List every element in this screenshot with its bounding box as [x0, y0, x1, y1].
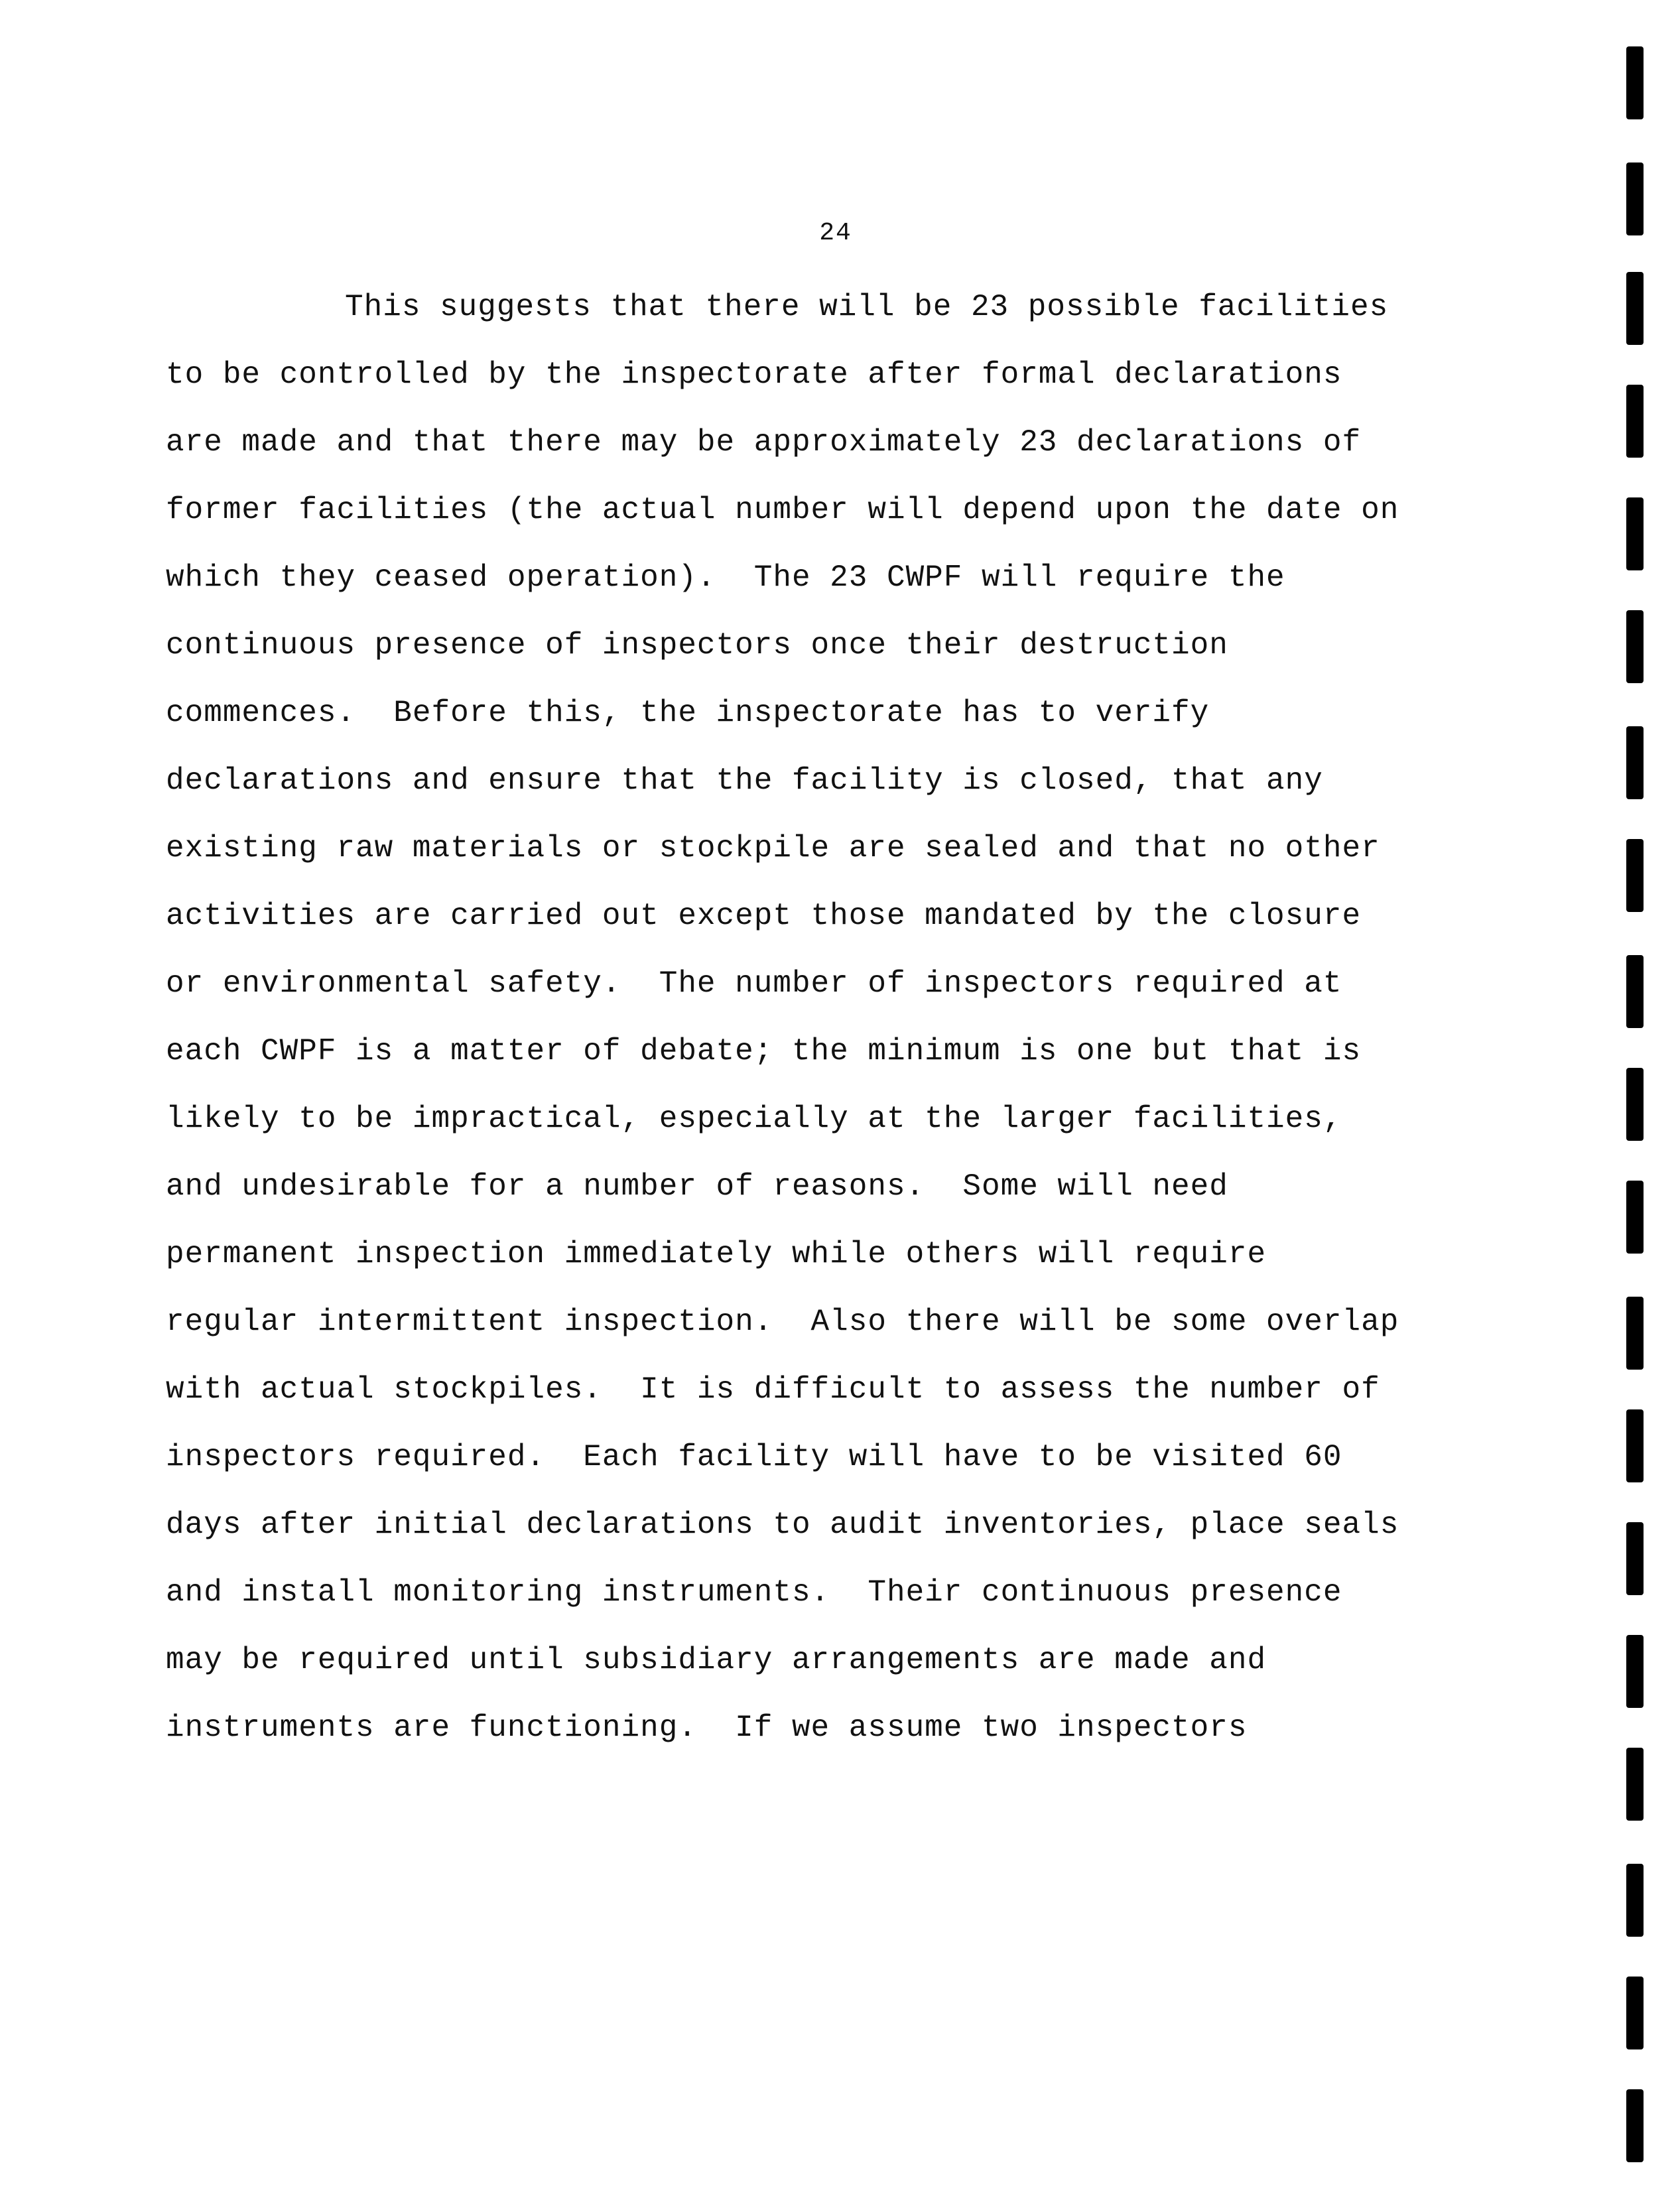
- text-line: commences. Before this, the inspectorate has to verify: [166, 696, 1210, 730]
- body-paragraph: [166, 273, 1492, 1762]
- edge-mark: [1626, 46, 1644, 119]
- edge-mark: [1626, 1181, 1644, 1254]
- text-line: may be required until subsidiary arrangements are made and: [166, 1643, 1267, 1677]
- edge-mark: [1626, 610, 1644, 683]
- text-line: to be controlled by the inspectorate after formal declarations: [166, 357, 1342, 392]
- text-line: former facilities (the actual number will depend upon the date on: [166, 493, 1399, 527]
- edge-mark: [1626, 839, 1644, 912]
- edge-mark: [1626, 1297, 1644, 1370]
- scan-edge-marks: [1618, 0, 1658, 2208]
- edge-mark: [1626, 385, 1644, 458]
- text-line: each CWPF is a matter of debate; the minimum is one but that is: [166, 1034, 1362, 1069]
- text-line: days after initial declarations to audit inventories, place seals: [166, 1508, 1399, 1542]
- edge-mark: [1626, 1635, 1644, 1708]
- edge-mark: [1626, 272, 1644, 345]
- text-line: declarations and ensure that the facility is closed, that any: [166, 763, 1323, 798]
- edge-mark: [1626, 1068, 1644, 1141]
- text-line: which they ceased operation). The 23 CWPF will require the: [166, 560, 1285, 595]
- text-line: instruments are functioning. If we assume two inspectors: [166, 1711, 1248, 1745]
- edge-mark: [1626, 497, 1644, 570]
- edge-mark: [1626, 726, 1644, 799]
- text-line: permanent inspection immediately while others will require: [166, 1237, 1267, 1271]
- edge-mark: [1626, 2089, 1644, 2162]
- page-number: 24: [819, 219, 852, 247]
- text-line: continuous presence of inspectors once their destruction: [166, 628, 1228, 663]
- text-line: likely to be impractical, especially at the larger facilities,: [166, 1102, 1342, 1136]
- text-line: existing raw materials or stockpile are sealed and that no other: [166, 831, 1380, 866]
- text-line: and install monitoring instruments. Their continuous presence: [166, 1575, 1342, 1610]
- text-line: This suggests that there will be 23 possible facilities: [345, 290, 1389, 324]
- text-line: activities are carried out except those mandated by the closure: [166, 899, 1362, 933]
- edge-mark: [1626, 1977, 1644, 2049]
- text-line: or environmental safety. The number of inspectors required at: [166, 966, 1342, 1001]
- text-line: and undesirable for a number of reasons. Some will need: [166, 1169, 1228, 1204]
- edge-mark: [1626, 162, 1644, 235]
- text-line: regular intermittent inspection. Also there will be some overlap: [166, 1305, 1399, 1339]
- edge-mark: [1626, 1748, 1644, 1821]
- edge-mark: [1626, 1409, 1644, 1482]
- edge-mark: [1626, 955, 1644, 1028]
- text-line: with actual stockpiles. It is difficult to assess the number of: [166, 1372, 1380, 1407]
- text-line: inspectors required. Each facility will have to be visited 60: [166, 1440, 1342, 1474]
- edge-mark: [1626, 1522, 1644, 1595]
- edge-mark: [1626, 1864, 1644, 1937]
- text-line: are made and that there may be approximately 23 declarations of: [166, 425, 1362, 460]
